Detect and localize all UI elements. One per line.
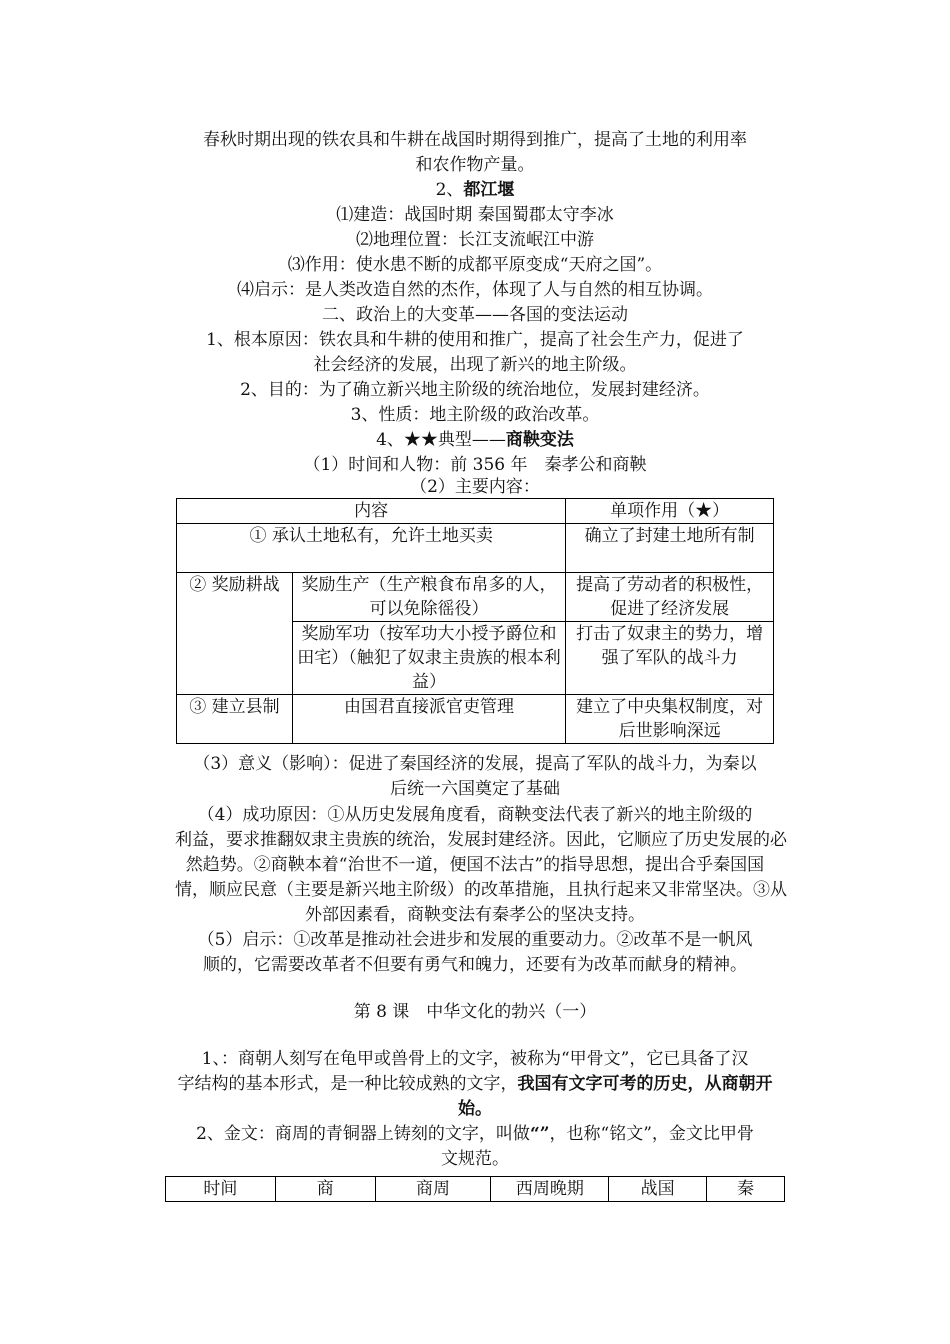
oracle-line-2 — [175, 1072, 775, 1096]
row2a-content: 奖励生产（生产粮食布帛多的人，可以免除徭役） — [292, 573, 566, 622]
dujiangyan-item-1: ⑴建造：战国时期 秦国蜀郡太守李冰 — [336, 205, 614, 225]
row3-effect: 建立了中央集权制度，对后世影响深远 — [566, 695, 774, 744]
bronze-text-c: ，也称“铭文”，金文比甲骨 — [549, 1124, 754, 1144]
reason-line-2: 社会经济的发展，出现了新兴的地主阶级。 — [313, 355, 637, 375]
enlighten-line-1: （5）启示：①改革是推动社会进步和发展的重要动力。②改革不是一帆风 — [197, 930, 753, 950]
bronze-quote: “” — [529, 1124, 550, 1144]
header-effect: 单项作用（★） — [566, 499, 774, 524]
typical-heading — [175, 428, 775, 452]
oracle-emphasis: 我国有文字可考的历史，从商朝开 — [517, 1074, 773, 1094]
heading-title: 都江堰 — [463, 180, 515, 200]
success-line-1: （4）成功原因：①从历史发展角度看，商鞅变法代表了新兴的地主阶级的 — [197, 805, 753, 825]
bronze-text-a: 2、金文：商周的青铜器上铸刻的文字，叫做 — [196, 1124, 530, 1144]
enlighten-line-2: 顺的，它需要改革者不但要有勇气和魄力，还要有为改革而献身的精神。 — [203, 955, 747, 975]
oracle-line-1: 1、：商朝人刻写在龟甲或兽骨上的文字，被称为“甲骨文”，它已具备了汉 — [201, 1049, 749, 1069]
success-line-5: 外部因素看，商鞅变法有秦孝公的坚决支持。 — [305, 905, 645, 925]
success-line-2: 利益，要求推翻奴隶主贵族的统治，发展封建经济。因此，它顺应了历史发展的必 — [175, 830, 787, 850]
timeline-cell-shang: 商 — [275, 1177, 375, 1202]
reform-table — [176, 498, 774, 744]
main-content-line: （2）主要内容： — [410, 477, 540, 497]
heading-number: 2、 — [435, 180, 464, 200]
row2a-effect: 提高了劳动者的积极性，促进了经济发展 — [566, 573, 774, 622]
oracle-text: 字结构的基本形式，是一种比较成熟的文字， — [177, 1074, 518, 1094]
bronze-line-2: 文规范。 — [441, 1149, 509, 1169]
significance-line-2: 后统一六国奠定了基础 — [390, 779, 560, 799]
time-people-line: （1）时间和人物：前 356 年 秦孝公和商鞅 — [303, 455, 647, 475]
dujiangyan-item-3: ⑶作用：使水患不断的成都平原变成“天府之国”。 — [287, 255, 663, 275]
timeline-cell-warring-states: 战国 — [609, 1177, 707, 1202]
dujiangyan-item-2: ⑵地理位置：长江支流岷江中游 — [356, 230, 594, 250]
intro-line-1: 春秋时期出现的铁农具和牛耕在战国时期得到推广，提高了土地的利用率 — [203, 130, 747, 150]
row2b-content: 奖励军功（按军功大小授予爵位和田宅）（触犯了奴隶主贵族的根本利益） — [292, 622, 566, 695]
typical-name: 商鞅变法 — [505, 430, 574, 450]
row2b-effect: 打击了奴隶主的势力，增强了军队的战斗力 — [566, 622, 774, 695]
row2-label: ② 奖励耕战 — [177, 573, 293, 695]
timeline-cell-late-western-zhou: 西周晚期 — [491, 1177, 609, 1202]
oracle-line-3: 始。 — [458, 1099, 492, 1119]
intro-line-2: 和农作物产量。 — [415, 155, 535, 175]
header-content: 内容 — [177, 499, 566, 524]
row3-content: 由国君直接派官吏管理 — [292, 695, 566, 744]
timeline-cell-time: 时间 — [166, 1177, 276, 1202]
timeline-cell-shangzhou: 商周 — [375, 1177, 491, 1202]
typical-prefix: 4、★★典型—— — [376, 430, 506, 450]
timeline-cell-qin: 秦 — [707, 1177, 785, 1202]
politics-heading: 二、政治上的大变革——各国的变法运动 — [322, 305, 628, 325]
timeline-table — [165, 1176, 785, 1202]
row1-content: ① 承认土地私有，允许土地买卖 — [177, 524, 566, 573]
significance-line-1: （3）意义（影响）：促进了秦国经济的发展，提高了军队的战斗力，为秦以 — [193, 754, 757, 774]
bronze-line-1 — [175, 1122, 775, 1146]
purpose-line: 2、目的：为了确立新兴地主阶级的统治地位，发展封建经济。 — [240, 380, 710, 400]
reason-line-1: 1、根本原因：铁农具和牛耕的使用和推广，提高了社会生产力，促进了 — [206, 330, 744, 350]
lesson8-title: 第 8 课 中华文化的勃兴（一） — [353, 1002, 597, 1022]
nature-line: 3、性质：地主阶级的政治改革。 — [350, 405, 600, 425]
success-line-4: 情，顺应民意（主要是新兴地主阶级）的改革措施，且执行起来又非常坚决。③从 — [175, 880, 787, 900]
dujiangyan-item-4: ⑷启示：是人类改造自然的杰作，体现了人与自然的相互协调。 — [237, 280, 713, 300]
dujiangyan-heading — [175, 178, 775, 202]
row3-label: ③ 建立县制 — [177, 695, 293, 744]
row1-effect: 确立了封建土地所有制 — [566, 524, 774, 573]
success-line-3: 然趋势。②商鞅本着“治世不一道，便国不法古”的指导思想，提出合乎秦国国 — [185, 855, 765, 875]
